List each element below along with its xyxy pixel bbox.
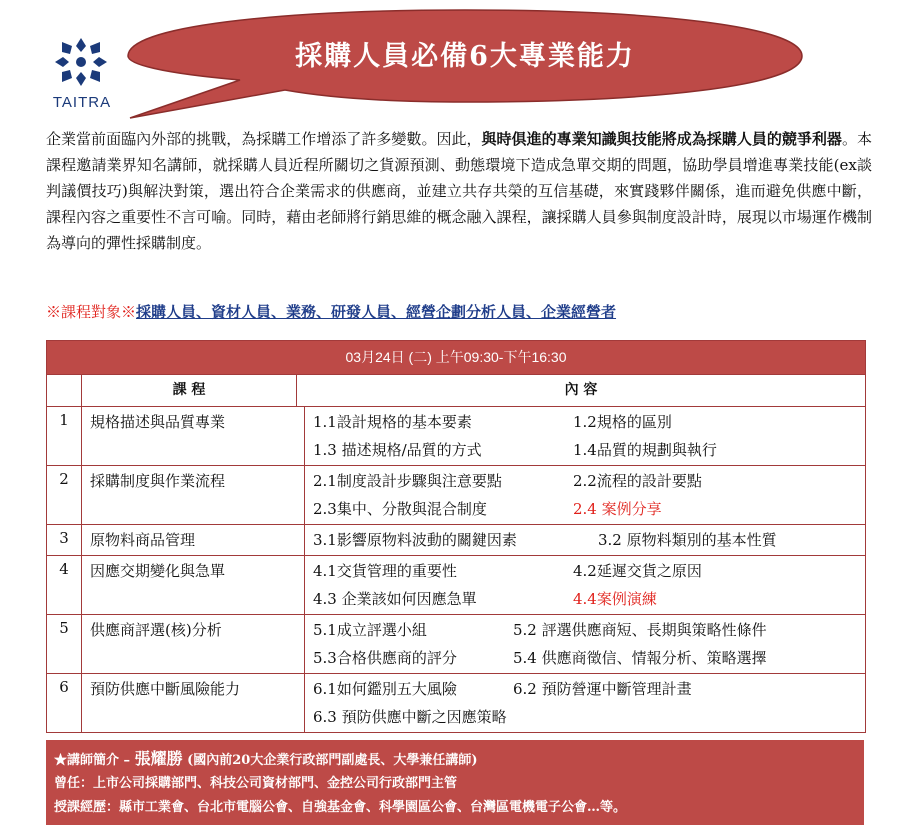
table-row bbox=[47, 614, 865, 673]
row-content bbox=[305, 674, 865, 732]
row-content bbox=[305, 615, 865, 673]
topic: 4.3 企業該如何因應急單 bbox=[313, 590, 477, 608]
taitra-logo-icon bbox=[52, 36, 110, 88]
instructor-name: 張耀勝 bbox=[134, 749, 183, 768]
topic: 3.2 原物料類別的基本性質 bbox=[598, 531, 777, 549]
topic: 6.3 預防供應中斷之因應策略 bbox=[313, 708, 507, 726]
page-title: 採購人員必備6大專業能力 bbox=[295, 41, 635, 72]
topic: 1.1設計規格的基本要素 bbox=[313, 413, 472, 431]
instructor-experience: 授課經歷：縣市工業會、台北市電腦公會、自強基金會、科學園區公會、台灣區電機電子公會…等。 bbox=[54, 800, 627, 815]
taitra-logo bbox=[46, 36, 118, 116]
row-content bbox=[305, 466, 865, 524]
row-number: 6 bbox=[47, 674, 82, 732]
intro-paragraph bbox=[46, 126, 872, 256]
table-row bbox=[47, 555, 865, 614]
table-row bbox=[47, 465, 865, 524]
target-label: ※課程對象※ bbox=[46, 303, 137, 321]
row-course: 採購制度與作業流程 bbox=[82, 466, 305, 524]
topic: 5.4 供應商徵信、情報分析、策略選擇 bbox=[513, 649, 767, 667]
topic: 5.1成立評選小組 bbox=[313, 621, 427, 639]
instructor-label: ★講師簡介 – bbox=[54, 753, 131, 768]
title-bubble bbox=[120, 6, 810, 126]
topic: 1.3 描述規格/品質的方式 bbox=[313, 441, 482, 459]
instructor-heading bbox=[54, 746, 478, 769]
row-number: 2 bbox=[47, 466, 82, 524]
row-content bbox=[305, 556, 865, 614]
topic: 5.3合格供應商的評分 bbox=[313, 649, 457, 667]
logo-text: TAITRA bbox=[52, 94, 112, 111]
table-header-row bbox=[47, 374, 865, 406]
schedule-table bbox=[46, 340, 866, 733]
instructor-previous: 曾任：上市公司採購部門、科技公司資材部門、金控公司行政部門主管 bbox=[54, 776, 458, 791]
intro-emphasis: 與時俱進的專業知識與技能將成為採購人員的競爭利器 bbox=[481, 130, 842, 148]
topic: 1.2規格的區別 bbox=[573, 413, 672, 431]
col-course-header: 課 程 bbox=[82, 375, 297, 406]
row-course: 預防供應中斷風險能力 bbox=[82, 674, 305, 732]
instructor-banner bbox=[46, 740, 864, 825]
topic: 6.1如何鑑別五大風險 bbox=[313, 680, 457, 698]
intro-text-1: 企業當前面臨內外部的挑戰，為採購工作增添了許多變數。因此， bbox=[46, 130, 482, 148]
target-value: 採購人員、資材人員、業務、研發人員、經營企劃分析人員、企業經營者 bbox=[136, 303, 617, 321]
table-row bbox=[47, 406, 865, 465]
course-target bbox=[46, 300, 872, 324]
row-course: 因應交期變化與急單 bbox=[82, 556, 305, 614]
col-content-header: 內 容 bbox=[564, 382, 598, 398]
row-number: 4 bbox=[47, 556, 82, 614]
row-course: 供應商評選(核)分析 bbox=[82, 615, 305, 673]
table-row bbox=[47, 524, 865, 555]
row-content bbox=[305, 525, 865, 555]
topic: 2.1制度設計步驟與注意要點 bbox=[313, 472, 502, 490]
instructor-title: (國內前20大企業行政部門副處長、大學兼任講師) bbox=[187, 753, 478, 768]
row-number: 1 bbox=[47, 407, 82, 465]
topic-highlight: 4.4案例演練 bbox=[573, 590, 657, 608]
topic: 4.1交貨管理的重要性 bbox=[313, 562, 457, 580]
topic: 3.1影響原物料波動的關鍵因素 bbox=[313, 531, 517, 549]
topic: 5.2 評選供應商短、長期與策略性條件 bbox=[513, 621, 767, 639]
row-course: 規格描述與品質專業 bbox=[82, 407, 305, 465]
row-content bbox=[305, 407, 865, 465]
topic: 2.2流程的設計要點 bbox=[573, 472, 702, 490]
row-number: 3 bbox=[47, 525, 82, 555]
col-number-header bbox=[47, 375, 82, 406]
topic-highlight: 2.4 案例分享 bbox=[573, 500, 662, 518]
intro-text-2: 。本課程邀請業界知名講師，就採購人員近程所關切之貨源預測、動態環境下造成急單交期的問題，協助學員增進專業技能(ex談判議價技巧)與解決對策，選出符合企業需求的供應商，並建立共存共榮的互信基礎，來實踐夥伴關係，進而避免供應中斷，課程內容之重要性不言可喻。同時，藉由老師將行銷思維的概念融入課程，讓採購人員參與制度設計時，展現以市場運作機制為導向的彈性採購制度。 bbox=[46, 130, 872, 252]
topic: 4.2延遲交貨之原因 bbox=[573, 562, 702, 580]
row-number: 5 bbox=[47, 615, 82, 673]
topic: 2.3集中、分散與混合制度 bbox=[313, 500, 487, 518]
row-course: 原物料商品管理 bbox=[82, 525, 305, 555]
topic: 6.2 預防營運中斷管理計畫 bbox=[513, 680, 692, 698]
schedule-date: 03月24日 (二) 上午09:30-下午16:30 bbox=[47, 341, 865, 374]
topic: 1.4品質的規劃與執行 bbox=[573, 441, 717, 459]
table-row bbox=[47, 673, 865, 732]
